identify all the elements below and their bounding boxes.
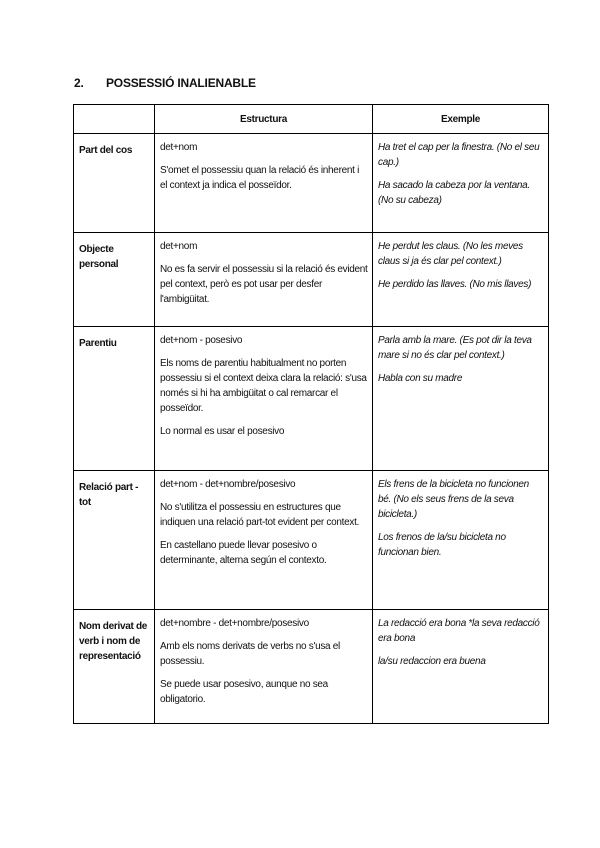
structure-cell	[155, 327, 373, 471]
structure-note: Els noms de parentiu habitualment no porten possessiu si el context deixa clara la relació: s'usa només si hi ha ambigüitat o cal remarcar el posseïdor.	[160, 358, 367, 414]
table-row	[74, 610, 549, 724]
table-row	[74, 327, 549, 471]
structure-note-es: Se puede usar posesivo, aunque no sea obligatorio.	[160, 679, 328, 705]
structure-formula: det+nom - det+nombre/posesivo	[160, 479, 296, 490]
structure-note: Amb els noms derivats de verbs no s'usa el possessiu.	[160, 641, 340, 667]
structure-formula: det+nom	[160, 142, 198, 153]
example-cell	[373, 471, 549, 610]
example-es: He perdido las llaves. (No mis llaves)	[378, 279, 532, 290]
example-ca: Els frens de la bicicleta no funcionen bé. (No els seus frens de la seva bicicleta.)	[378, 479, 529, 520]
structure-note-es: En castellano puede llevar posesivo o determinante, alterna según el contexto.	[160, 540, 327, 566]
structure-cell	[155, 471, 373, 610]
table-row	[74, 471, 549, 610]
example-es: Los frenos de la/su bicicleta no funcionan bien.	[378, 532, 506, 558]
example-ca: La redacció era bona *la seva redacció era bona	[378, 618, 540, 644]
section-title: POSSESSIÓ INALIENABLE	[106, 76, 256, 90]
header-empty	[74, 105, 155, 134]
structure-formula: det+nom	[160, 241, 198, 252]
row-label: Part del cos	[74, 134, 155, 233]
structure-cell	[155, 134, 373, 233]
example-ca: Parla amb la mare. (Es pot dir la teva mare si no és clar pel context.)	[378, 335, 532, 361]
possession-table	[73, 104, 549, 724]
structure-formula: det+nombre - det+nombre/posesivo	[160, 618, 309, 629]
row-label: Objecte personal	[74, 233, 155, 327]
section-heading	[74, 76, 256, 90]
table-row	[74, 233, 549, 327]
structure-note-es: Lo normal es usar el posesivo	[160, 426, 285, 437]
example-cell	[373, 233, 549, 327]
structure-note: No es fa servir el possessiu si la relació és evident pel context, però es pot usar per desfer l'ambigüitat.	[160, 264, 368, 305]
example-es: la/su redaccion era buena	[378, 656, 486, 667]
header-exemple: Exemple	[373, 105, 549, 134]
row-label: Nom derivat de verb i nom de representació	[74, 610, 155, 724]
example-cell	[373, 134, 549, 233]
example-ca: He perdut les claus. (No les meves claus si ja és clar pel context.)	[378, 241, 523, 267]
section-number: 2.	[74, 76, 84, 90]
structure-note: S'omet el possessiu quan la relació és inherent i el context ja indica el posseïdor.	[160, 165, 359, 191]
example-es: Habla con su madre	[378, 373, 463, 384]
row-label: Parentiu	[74, 327, 155, 471]
example-cell	[373, 327, 549, 471]
table-header-row	[74, 105, 549, 134]
example-es: Ha sacado la cabeza por la ventana. (No su cabeza)	[378, 180, 530, 206]
structure-formula: det+nom - posesivo	[160, 335, 243, 346]
structure-note: No s'utilitza el possessiu en estructures que indiquen una relació part-tot evident per context.	[160, 502, 360, 528]
example-ca: Ha tret el cap per la finestra. (No el seu cap.)	[378, 142, 540, 168]
header-estructura: Estructura	[155, 105, 373, 134]
structure-cell	[155, 610, 373, 724]
example-cell	[373, 610, 549, 724]
row-label: Relació part - tot	[74, 471, 155, 610]
table-row	[74, 134, 549, 233]
structure-cell	[155, 233, 373, 327]
